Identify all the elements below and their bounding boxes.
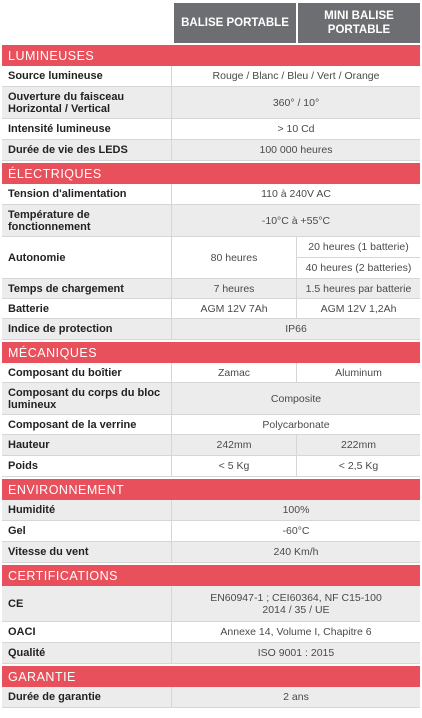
- row-value: Annexe 14, Volume I, Chapitre 6: [220, 626, 372, 638]
- table-row: [2, 299, 420, 319]
- row-label: Poids: [2, 456, 172, 476]
- row-label: Temps de chargement: [2, 279, 172, 298]
- row-label: Source lumineuse: [2, 66, 172, 86]
- row-label: Intensité lumineuse: [2, 119, 172, 139]
- table-row: [2, 687, 420, 708]
- row-value: -60°C: [282, 525, 310, 537]
- row-value: -10°C à +55°C: [172, 205, 420, 236]
- row-label: Gel: [2, 521, 172, 541]
- row-label: Durée de garantie: [2, 687, 172, 707]
- section-header-electriques: ÉLECTRIQUES: [2, 161, 420, 184]
- table-row: [2, 66, 420, 87]
- table-row: [2, 319, 420, 340]
- row-label: Indice de protection: [2, 319, 172, 339]
- row-value-balise: < 5 Kg: [218, 460, 250, 472]
- section-header-environnement: ENVIRONNEMENT: [2, 477, 420, 500]
- column-header-row: [2, 3, 420, 43]
- row-value-mini: Aluminum: [296, 363, 420, 382]
- table-row: [2, 237, 420, 279]
- row-value: 110 à 240V AC: [261, 188, 331, 200]
- spec-table: [2, 3, 420, 708]
- section-header-certifications: CERTIFICATIONS: [2, 563, 420, 586]
- table-row: [2, 383, 420, 415]
- row-label: Batterie: [2, 299, 172, 318]
- row-value: > 10 Cd: [277, 123, 315, 135]
- row-label: OACI: [2, 622, 172, 642]
- row-label: Vitesse du vent: [2, 542, 172, 562]
- row-value: IP66: [172, 319, 420, 339]
- column-header-mini-balise-portable: MINI BALISE PORTABLE: [296, 3, 420, 43]
- row-label: Hauteur: [2, 435, 172, 455]
- table-row: [2, 415, 420, 435]
- row-value: 100%: [172, 500, 420, 520]
- row-label: Température de fonctionnement: [2, 205, 172, 236]
- row-label: Humidité: [2, 500, 172, 520]
- row-value: 2 ans: [172, 687, 420, 707]
- table-row: [2, 435, 420, 456]
- table-row: [2, 119, 420, 140]
- row-value: Rouge / Blanc / Bleu / Vert / Orange: [212, 70, 380, 82]
- row-value-mini: 222mm: [296, 435, 420, 455]
- row-value-mini: 1.5 heures par batterie: [296, 279, 420, 298]
- row-value-balise: Zamac: [217, 366, 251, 379]
- row-subvalue: 20 heures (1 batterie): [308, 241, 409, 253]
- row-label: Durée de vie des LEDS: [2, 140, 172, 160]
- row-value-line: 2014 / 35 / UE: [262, 603, 330, 616]
- row-value: Composite: [172, 383, 420, 414]
- row-value-mini: AGM 12V 1,2Ah: [296, 299, 420, 318]
- table-row: [2, 279, 420, 299]
- section-header-garantie: GARANTIE: [2, 664, 420, 687]
- row-value: 360° / 10°: [172, 87, 420, 118]
- table-row: [2, 586, 420, 622]
- section-header-mecaniques: MÉCANIQUES: [2, 340, 420, 363]
- row-label: Composant du corps du bloc lumineux: [2, 383, 172, 414]
- row-value-mini-split: [296, 237, 420, 278]
- row-value-line: EN60947-1 ; CEI60364, NF C15-100: [210, 591, 382, 604]
- table-row: [2, 456, 420, 477]
- row-value-balise: 7 heures: [172, 279, 296, 298]
- row-label: CE: [2, 586, 172, 621]
- header-blank-cell: [2, 3, 172, 43]
- row-label: Qualité: [2, 643, 172, 663]
- row-subvalue: 40 heures (2 batteries): [297, 257, 420, 278]
- row-value: 240 Km/h: [172, 542, 420, 562]
- table-row: [2, 622, 420, 643]
- table-row: [2, 521, 420, 542]
- table-row: [2, 184, 420, 205]
- row-label: Tension d'alimentation: [2, 184, 172, 204]
- table-row: [2, 363, 420, 383]
- row-label: Ouverture du faisceau Horizontal / Vertical: [2, 87, 172, 118]
- table-row: [2, 87, 420, 119]
- row-label: Composant du boîtier: [2, 363, 172, 382]
- table-row: [2, 205, 420, 237]
- table-row: [2, 500, 420, 521]
- row-value-balise: AGM 12V 7Ah: [200, 302, 268, 315]
- table-row: [2, 542, 420, 563]
- table-row: [2, 643, 420, 664]
- row-label: Autonomie: [2, 237, 172, 278]
- row-value: [172, 586, 420, 621]
- row-value-balise: 242mm: [172, 435, 296, 455]
- row-value: Polycarbonate: [262, 418, 330, 431]
- column-header-balise-portable: BALISE PORTABLE: [172, 3, 296, 43]
- row-value-balise: 80 heures: [210, 251, 258, 264]
- row-value: ISO 9001 : 2015: [172, 643, 420, 663]
- row-value-mini: < 2,5 Kg: [296, 456, 420, 476]
- table-row: [2, 140, 420, 161]
- row-value: 100 000 heures: [172, 140, 420, 160]
- row-label: Composant de la verrine: [2, 415, 172, 434]
- section-header-lumineuses: LUMINEUSES: [2, 43, 420, 66]
